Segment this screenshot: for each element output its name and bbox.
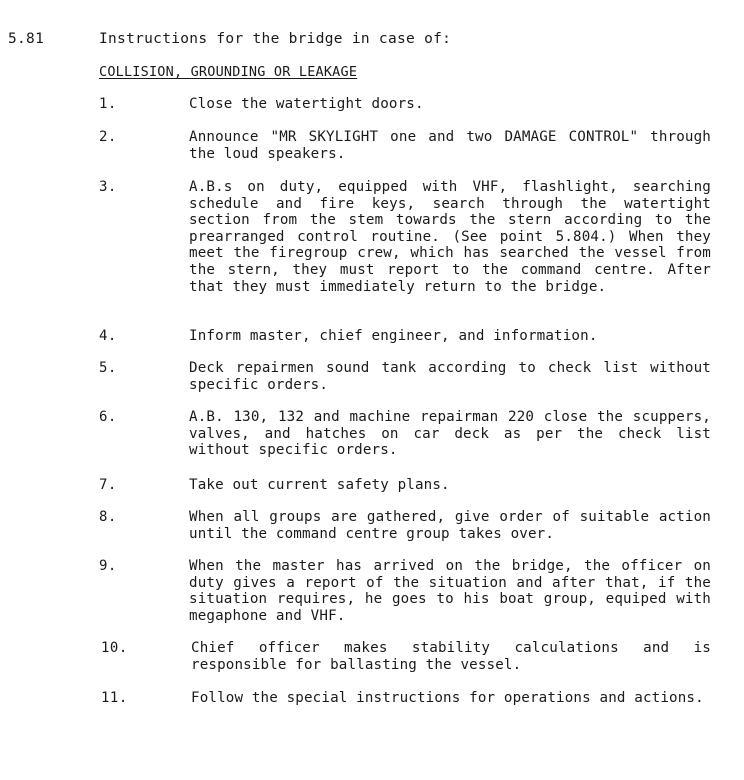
list-item-text: Deck repairmen sound tank according to check list without specific orders.	[189, 360, 711, 393]
list-item-text: When all groups are gathered, give order of suitable action until the command centre group takes over.	[189, 509, 711, 542]
list-item-number: 3.	[99, 179, 117, 195]
list-item-text: Close the watertight doors.	[189, 96, 424, 112]
list-item-text: Follow the special instructions for operations and actions.	[191, 690, 704, 706]
list-item-number: 6.	[99, 409, 117, 425]
list-item-number: 1.	[99, 96, 117, 112]
list-item-number: 9.	[99, 558, 117, 574]
list-item-text: Inform master, chief engineer, and information.	[189, 328, 598, 344]
list-item-text: When the master has arrived on the bridge, the officer on duty gives a report of the situation and after that, if the situation requires, he goes to his boat group, equiped with megaphone and VHF.	[189, 558, 711, 624]
list-item-text: A.B.s on duty, equipped with VHF, flashlight, searching schedule and fire keys, search through the watertight section from the stem towards the stern according to the prearranged control routine. (See point 5.804.) When they meet the firegroup crew, which has searched the vessel from the stern, they must report to the command centre. After that they must immediately return to the bridge.	[189, 179, 711, 295]
list-item-text: A.B. 130, 132 and machine repairman 220 close the scuppers, valves, and hatches on car deck as per the check list without specific orders.	[189, 409, 711, 459]
subheading: COLLISION, GROUNDING OR LEAKAGE	[99, 64, 358, 80]
list-item-number: 4.	[99, 328, 117, 344]
list-item-number: 10.	[101, 640, 128, 656]
section-title: Instructions for the bridge in case of:	[99, 31, 452, 47]
list-item-number: 7.	[99, 477, 117, 493]
list-item-number: 2.	[99, 129, 117, 145]
list-item-number: 8.	[99, 509, 117, 525]
list-item-text: Take out current safety plans.	[189, 477, 450, 493]
section-number: 5.81	[8, 31, 45, 47]
list-item-number: 5.	[99, 360, 117, 376]
list-item-text: Announce "MR SKYLIGHT one and two DAMAGE CONTROL" through the loud speakers.	[189, 129, 711, 162]
list-item-text: Chief officer makes stability calculations and is responsible for ballasting the vessel.	[191, 640, 711, 673]
list-item-number: 11.	[101, 690, 128, 706]
